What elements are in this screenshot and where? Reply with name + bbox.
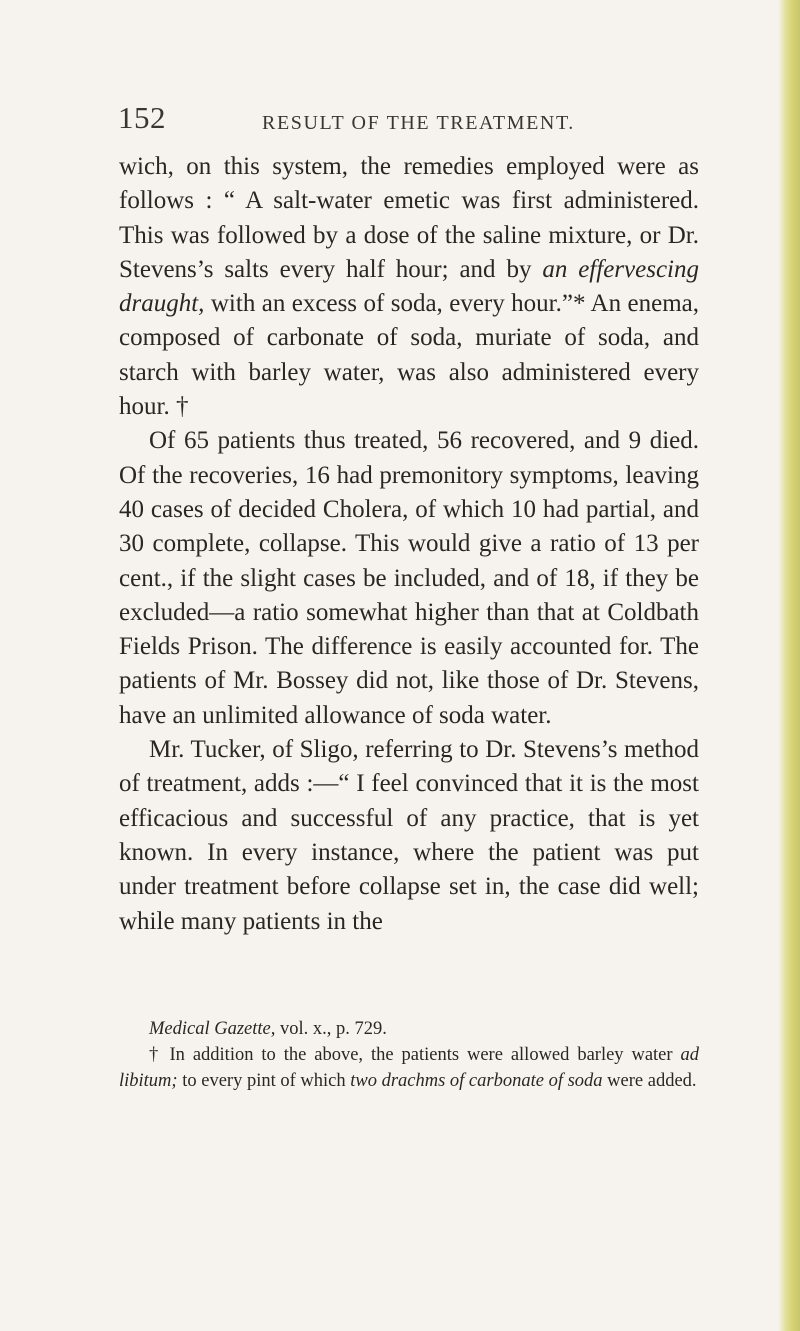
footnote-2-text-a: † In addition to the above, the patients were allowed barley water [149,1045,681,1065]
page-number: 152 [118,100,166,135]
paragraph-2: Of 65 patients thus treated, 56 recovered, and 9 died. Of the recoveries, 16 had premonitory symptoms, leaving 40 cases of decided Cholera, of which 10 had partial, and 30 complete, collapse. This would give a ratio of 13 per cent., if the slight cases be included, and of 18, if they be excluded—a ratio somewhat higher than that at Coldbath Fields Prison. The difference is easily accounted for. The patients of Mr. Bossey did not, like those of Dr. Stevens, have an unlimited allowance of soda water. [119,427,699,729]
footnotes [119,1016,699,1094]
footnote-2-italic-d: two drachms of carbonate of soda [350,1071,603,1091]
running-head: RESULT OF THE TREATMENT. [262,112,575,134]
body-text [119,150,699,939]
paragraph-1-italic: an effervescing draught, [119,255,699,318]
footnote-2-italic-b: ad libitum; [119,1045,699,1091]
paragraph-3: Mr. Tucker, of Sligo, referring to Dr. Stevens’s method of treatment, adds :—“ I feel convinced that it is the most efficacious and successful of any practice, that is yet known. In every instance, where the patient was put under treatment before collapse set in, the case did well; while many patients in the [119,736,699,935]
footnote-1-rest: vol. x., p. 729. [275,1019,387,1039]
footnote-2 [119,1042,699,1094]
footnote-1-source: Medical Gazette, [149,1019,276,1039]
footnote-2-text-e: were added. [602,1071,697,1091]
footnote-2-text-c: to every pint of which [177,1071,351,1091]
paragraph-1-text-a: wich, on this system, the remedies employed were as follows : “ A salt-water emetic was first administered. This was followed by a dose of the saline mixture, or Dr. Stevens’s salts every half hour; and by [119,153,699,283]
page-edge-stain [778,0,800,1331]
paragraph-1-text-c: with an excess of soda, every hour.”* An enema, composed of carbonate of soda, muriate of soda, and starch with barley water, was also administered every hour. † [119,290,699,421]
footnote-1 [119,1016,699,1042]
paragraph-1 [119,150,699,424]
